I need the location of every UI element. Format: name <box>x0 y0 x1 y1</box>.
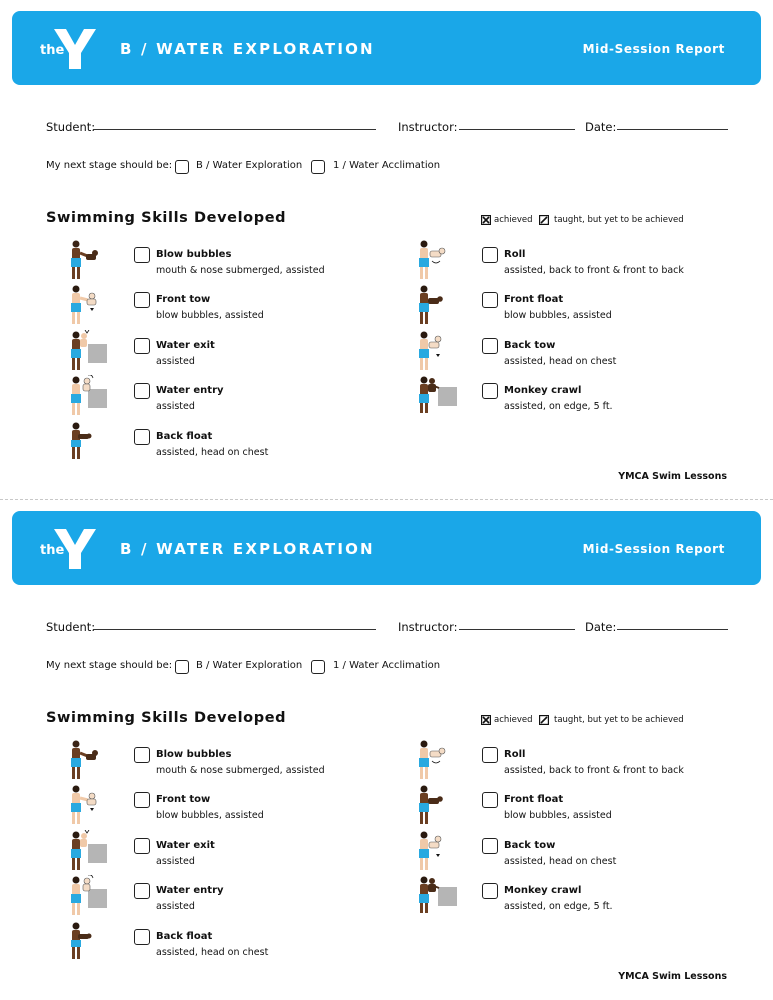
instructor-field[interactable] <box>459 129 575 130</box>
skill-monkey-crawl <box>416 883 736 923</box>
skill-name: Monkey crawl <box>504 385 582 396</box>
next-stage-b-checkbox[interactable] <box>175 660 189 674</box>
skill-front-tow <box>68 792 388 832</box>
adult-supporting-front-float-icon <box>416 284 464 326</box>
back-float-checkbox[interactable] <box>134 929 150 945</box>
blow-bubbles-checkbox[interactable] <box>134 247 150 263</box>
skill-name: Back tow <box>504 840 556 851</box>
logo-the-text: the <box>40 43 65 58</box>
skill-back-float <box>68 929 388 969</box>
next-stage-1-checkbox[interactable] <box>311 660 325 674</box>
skill-name: Back float <box>156 431 213 442</box>
skill-desc: mouth & nose submerged, assisted <box>156 265 325 276</box>
ymca-y-icon <box>52 527 98 571</box>
next-stage-label: My next stage should be: <box>46 660 173 671</box>
skills-title: Swimming Skills Developed <box>46 710 287 726</box>
skill-name: Front float <box>504 294 564 305</box>
skill-back-float <box>68 429 388 469</box>
water-entry-checkbox[interactable] <box>134 383 150 399</box>
adult-holding-child-icon <box>68 239 116 281</box>
report-title: Mid-Session Report <box>582 42 725 56</box>
footer-label: YMCA Swim Lessons <box>618 471 727 482</box>
skill-name: Back float <box>156 931 213 942</box>
stage-title: B / WATER EXPLORATION <box>120 540 375 558</box>
taught-legend-label: taught, but yet to be achieved <box>554 715 684 725</box>
adult-towing-child-icon <box>68 784 116 826</box>
skill-desc: assisted, head on chest <box>504 856 617 867</box>
skill-desc: mouth & nose submerged, assisted <box>156 765 325 776</box>
skill-desc: assisted <box>156 401 195 412</box>
next-stage-b-label: B / Water Exploration <box>196 660 303 671</box>
report-card-1 <box>0 0 773 490</box>
skill-name: Blow bubbles <box>156 749 232 760</box>
achieved-legend-icon <box>481 215 491 225</box>
skill-back-tow <box>416 338 736 378</box>
skill-roll <box>416 747 736 787</box>
achieved-legend-label: achieved <box>494 715 533 725</box>
skill-name: Water exit <box>156 840 215 851</box>
skill-name: Front tow <box>156 294 211 305</box>
adult-supporting-front-float-icon <box>416 784 464 826</box>
next-stage-1-label: 1 / Water Acclimation <box>333 660 441 671</box>
date-field[interactable] <box>617 129 728 130</box>
skill-name: Blow bubbles <box>156 249 232 260</box>
instructor-field[interactable] <box>459 629 575 630</box>
child-monkey-crawl-icon <box>416 375 464 417</box>
achieved-legend-icon <box>481 715 491 725</box>
next-stage-1-checkbox[interactable] <box>311 160 325 174</box>
footer-label: YMCA Swim Lessons <box>618 971 727 982</box>
roll-checkbox[interactable] <box>482 747 498 763</box>
skill-desc: assisted, on edge, 5 ft. <box>504 401 613 412</box>
skill-name: Front tow <box>156 794 211 805</box>
taught-legend-icon <box>539 715 549 725</box>
back-tow-checkbox[interactable] <box>482 838 498 854</box>
monkey-crawl-checkbox[interactable] <box>482 383 498 399</box>
taught-legend-label: taught, but yet to be achieved <box>554 215 684 225</box>
water-exit-checkbox[interactable] <box>134 838 150 854</box>
skill-desc: assisted <box>156 856 195 867</box>
skill-name: Roll <box>504 249 526 260</box>
adult-supporting-back-float-icon <box>68 921 116 963</box>
skill-desc: assisted, back to front & front to back <box>504 765 684 776</box>
skill-water-entry <box>68 883 388 923</box>
student-field[interactable] <box>93 629 376 630</box>
skill-desc: assisted, head on chest <box>156 947 269 958</box>
report-card-2 <box>0 500 773 990</box>
skill-name: Water entry <box>156 385 224 396</box>
adult-towing-child-icon <box>68 284 116 326</box>
child-exiting-pool-icon <box>68 830 116 872</box>
header-banner <box>12 511 761 585</box>
skill-water-exit <box>68 838 388 878</box>
skill-water-exit <box>68 338 388 378</box>
student-field[interactable] <box>93 129 376 130</box>
adult-supporting-back-float-icon <box>68 421 116 463</box>
blow-bubbles-checkbox[interactable] <box>134 747 150 763</box>
front-tow-checkbox[interactable] <box>134 292 150 308</box>
back-float-checkbox[interactable] <box>134 429 150 445</box>
instructor-label: Instructor: <box>398 620 458 634</box>
skill-desc: blow bubbles, assisted <box>156 810 264 821</box>
skill-desc: assisted, head on chest <box>504 356 617 367</box>
skill-name: Water exit <box>156 340 215 351</box>
water-exit-checkbox[interactable] <box>134 338 150 354</box>
adult-rolling-child-icon <box>416 239 464 281</box>
svg-text:YMCA: YMCA <box>82 48 93 64</box>
skill-front-float <box>416 792 736 832</box>
skill-name: Monkey crawl <box>504 885 582 896</box>
header-banner <box>12 11 761 85</box>
skill-name: Roll <box>504 749 526 760</box>
ymca-logo <box>38 27 100 71</box>
skill-back-tow <box>416 838 736 878</box>
skill-desc: blow bubbles, assisted <box>504 310 612 321</box>
skill-desc: blow bubbles, assisted <box>156 310 264 321</box>
skill-front-tow <box>68 292 388 332</box>
skill-front-float <box>416 292 736 332</box>
back-tow-checkbox[interactable] <box>482 338 498 354</box>
svg-text:YMCA: YMCA <box>82 548 93 564</box>
monkey-crawl-checkbox[interactable] <box>482 883 498 899</box>
instructor-label: Instructor: <box>398 120 458 134</box>
ymca-logo <box>38 527 100 571</box>
adult-rolling-child-icon <box>416 739 464 781</box>
skill-desc: assisted, head on chest <box>156 447 269 458</box>
adult-back-tow-icon <box>416 330 464 372</box>
adult-back-tow-icon <box>416 830 464 872</box>
skills-title: Swimming Skills Developed <box>46 210 287 226</box>
skill-name: Front float <box>504 794 564 805</box>
front-float-checkbox[interactable] <box>482 292 498 308</box>
next-stage-b-checkbox[interactable] <box>175 160 189 174</box>
stage-title: B / WATER EXPLORATION <box>120 40 375 58</box>
skill-name: Back tow <box>504 340 556 351</box>
next-stage-1-label: 1 / Water Acclimation <box>333 160 441 171</box>
next-stage-label: My next stage should be: <box>46 160 173 171</box>
skill-desc: blow bubbles, assisted <box>504 810 612 821</box>
skill-desc: assisted, back to front & front to back <box>504 265 684 276</box>
adult-holding-child-icon <box>68 739 116 781</box>
student-label: Student: <box>46 120 96 134</box>
child-exiting-pool-icon <box>68 330 116 372</box>
skill-roll <box>416 247 736 287</box>
skill-blow-bubbles <box>68 747 388 787</box>
next-stage-b-label: B / Water Exploration <box>196 160 303 171</box>
skill-monkey-crawl <box>416 383 736 423</box>
skill-water-entry <box>68 383 388 423</box>
roll-checkbox[interactable] <box>482 247 498 263</box>
date-label: Date: <box>585 620 617 634</box>
child-entering-pool-icon <box>68 375 116 417</box>
report-title: Mid-Session Report <box>582 542 725 556</box>
skill-desc: assisted, on edge, 5 ft. <box>504 901 613 912</box>
skill-blow-bubbles <box>68 247 388 287</box>
skill-name: Water entry <box>156 885 224 896</box>
date-label: Date: <box>585 120 617 134</box>
date-field[interactable] <box>617 629 728 630</box>
achieved-legend-label: achieved <box>494 215 533 225</box>
ymca-y-icon <box>52 27 98 71</box>
taught-legend-icon <box>539 215 549 225</box>
child-entering-pool-icon <box>68 875 116 917</box>
skill-desc: assisted <box>156 901 195 912</box>
front-tow-checkbox[interactable] <box>134 792 150 808</box>
skill-desc: assisted <box>156 356 195 367</box>
child-monkey-crawl-icon <box>416 875 464 917</box>
front-float-checkbox[interactable] <box>482 792 498 808</box>
logo-the-text: the <box>40 543 65 558</box>
water-entry-checkbox[interactable] <box>134 883 150 899</box>
student-label: Student: <box>46 620 96 634</box>
